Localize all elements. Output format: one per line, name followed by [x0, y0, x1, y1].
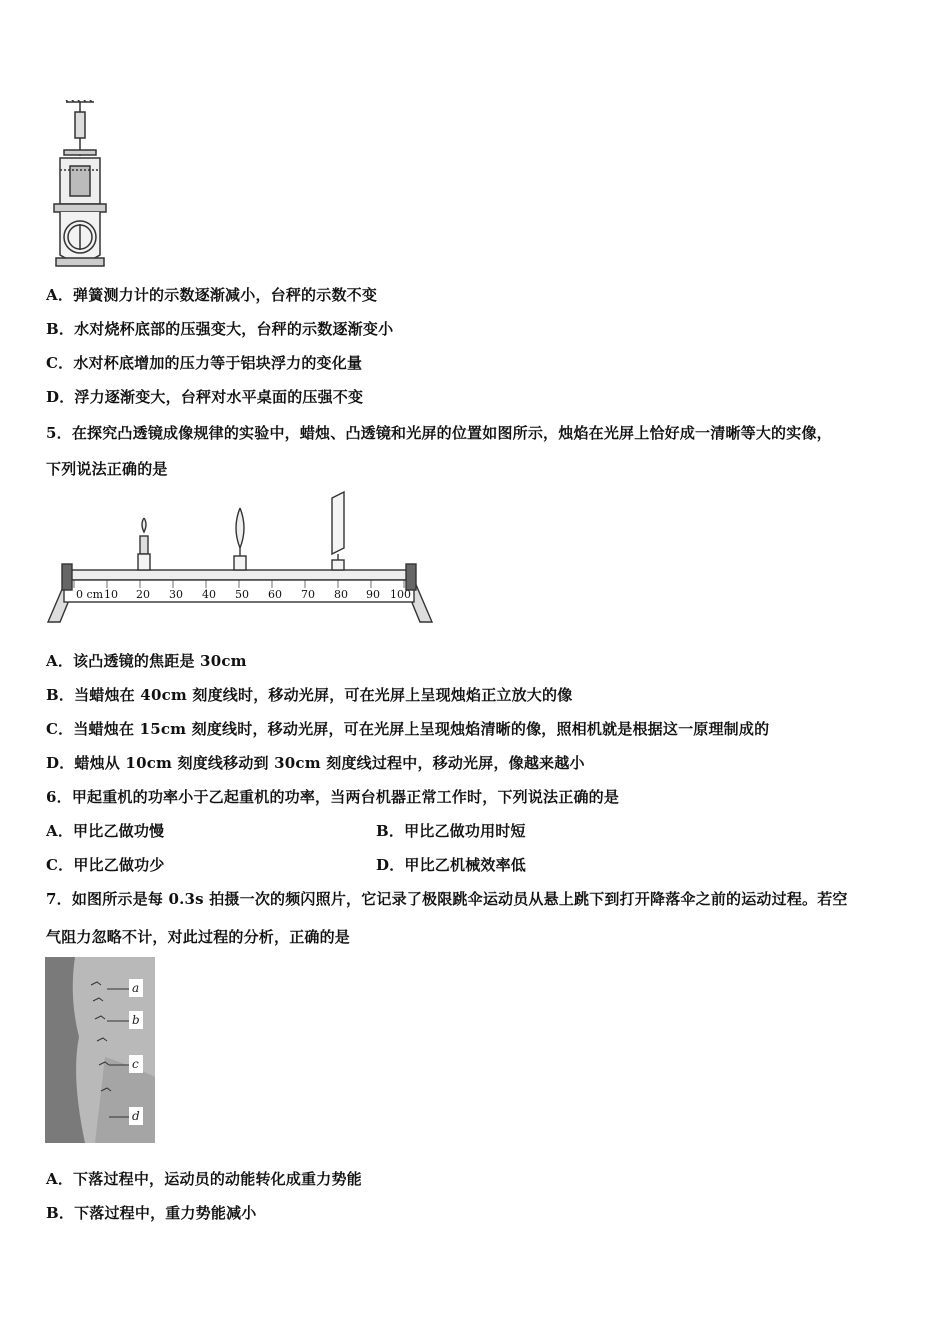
strobe-photo-figure: [45, 957, 155, 1143]
q4-option-d: D．浮力逐渐变大，台秤对水平桌面的压强不变: [46, 388, 364, 406]
ruler-tick-50: 50: [235, 588, 249, 601]
ruler-tick-30: 30: [169, 588, 183, 601]
ruler-tick-0: 0 cm: [76, 588, 104, 601]
q4-option-b: B．水对烧杯底部的压强变大，台秤的示数逐渐变小: [46, 320, 394, 338]
ruler-tick-70: 70: [301, 588, 315, 601]
q5-stem-line1: 5．在探究凸透镜成像规律的实验中，蜡烛、凸透镜和光屏的位置如图所示，烛焰在光屏上恰好成一清晰等大的实像，: [46, 424, 832, 442]
photo-label-b: b: [132, 1013, 140, 1027]
q6-stem: 6．甲起重机的功率小于乙起重机的功率，当两台机器正常工作时，下列说法正确的是: [46, 788, 620, 806]
q7-option-a: A．下落过程中，运动员的动能转化成重力势能: [46, 1170, 362, 1188]
q6-option-a: A．甲比乙做功慢: [46, 822, 165, 840]
q5-stem-line2: 下列说法正确的是: [46, 460, 168, 478]
q4-option-c: C．水对杯底增加的压力等于铝块浮力的变化量: [46, 354, 363, 372]
q5-option-b: B．当蜡烛在 40cm 刻度线时，移动光屏，可在光屏上呈现烛焰正立放大的像: [46, 686, 573, 704]
q7-option-b: B．下落过程中，重力势能减小: [46, 1204, 257, 1222]
ruler-tick-90: 90: [366, 588, 380, 601]
q6-option-b: B．甲比乙做功用时短: [376, 822, 526, 840]
q7-stem-line2: 气阻力忽略不计，对此过程的分析，正确的是: [46, 928, 351, 946]
optical-bench-figure: [44, 488, 440, 628]
ruler-tick-80: 80: [334, 588, 348, 601]
q5-option-a: A．该凸透镜的焦距是 30cm: [46, 652, 247, 670]
ruler-tick-20: 20: [136, 588, 150, 601]
q5-option-c: C．当蜡烛在 15cm 刻度线时，移动光屏，可在光屏上呈现烛焰清晰的像，照相机就是根据这一原理制成的: [46, 720, 770, 738]
photo-label-c: c: [132, 1057, 139, 1071]
q5-option-d: D．蜡烛从 10cm 刻度线移动到 30cm 刻度线过程中，移动光屏，像越来越小: [46, 754, 585, 772]
photo-label-a: a: [132, 981, 140, 995]
photo-label-d: d: [132, 1109, 140, 1123]
q6-option-c: C．甲比乙做功少: [46, 856, 165, 874]
ruler-tick-60: 60: [268, 588, 282, 601]
q6-option-d: D．甲比乙机械效率低: [376, 856, 527, 874]
ruler-tick-10: 10: [104, 588, 118, 601]
ruler-tick-100: 100: [390, 588, 411, 601]
q7-stem-line1: 7．如图所示是每 0.3s 拍摄一次的频闪照片，它记录了极限跳伞运动员从悬上跳下到打开降落伞之前的运动过程。若空: [46, 890, 848, 908]
ruler-tick-40: 40: [202, 588, 216, 601]
q4-option-a: A．弹簧测力计的示数逐渐减小，台秤的示数不变: [46, 286, 378, 304]
spring-scale-figure: [50, 100, 114, 270]
